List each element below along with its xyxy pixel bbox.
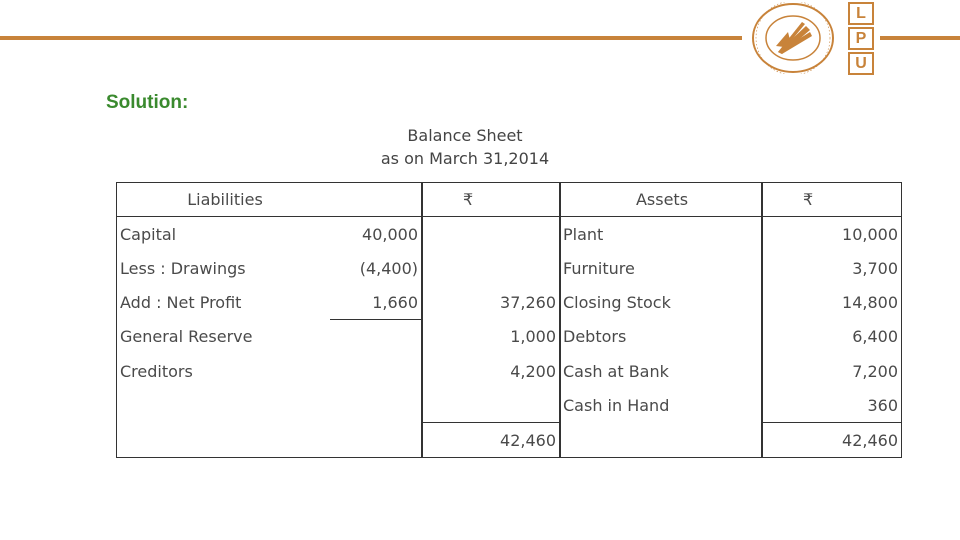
balance-sheet-date: as on March 31,2014 xyxy=(380,149,550,168)
solution-heading: Solution: xyxy=(106,92,189,113)
table-row xyxy=(117,354,902,388)
asset-label: Cash at Bank xyxy=(560,354,762,388)
liability-label: Creditors xyxy=(120,361,193,381)
asset-amount: 360 xyxy=(762,388,902,423)
university-seal-logo xyxy=(748,2,838,74)
table-row xyxy=(117,285,902,320)
total-liabilities: 42,460 xyxy=(422,423,560,458)
liability-label: Add : Net Profit xyxy=(120,292,242,312)
liability-subamount xyxy=(330,354,422,388)
table-header-row xyxy=(117,183,902,217)
liability-subamount xyxy=(330,388,422,423)
asset-amount: 14,800 xyxy=(762,285,902,320)
header-liab-rupee: ₹ xyxy=(422,183,560,217)
liability-amount: 1,000 xyxy=(422,320,560,355)
asset-amount: 10,000 xyxy=(762,217,902,252)
asset-amount: 6,400 xyxy=(762,320,902,355)
table-row xyxy=(117,217,902,252)
logo-letter-l: L xyxy=(848,2,874,25)
liability-label xyxy=(117,388,331,423)
asset-label: Plant xyxy=(560,217,762,252)
liability-subamount: 1,660 xyxy=(330,285,422,320)
balance-sheet-title: Balance Sheet xyxy=(407,126,523,145)
asset-label: Cash in Hand xyxy=(560,388,762,423)
lpu-letters-logo xyxy=(848,2,874,77)
asset-label: Furniture xyxy=(560,251,762,285)
header-rule-left xyxy=(0,36,742,40)
asset-label: Debtors xyxy=(560,320,762,355)
liability-amount: 37,260 xyxy=(422,285,560,320)
total-asset-label-cell xyxy=(560,423,762,458)
header-asset-rupee: ₹ xyxy=(762,183,902,217)
liability-amount xyxy=(422,388,560,423)
asset-amount: 3,700 xyxy=(762,251,902,285)
liability-subamount: 40,000 xyxy=(362,224,418,244)
total-assets: 42,460 xyxy=(762,423,902,458)
asset-label: Closing Stock xyxy=(560,285,762,320)
header-rule-right xyxy=(880,36,960,40)
logo-letter-u: U xyxy=(848,52,874,75)
liability-subamount: (4,400) xyxy=(359,258,418,278)
total-liab-sub-cell xyxy=(330,423,422,458)
header-assets: Assets xyxy=(560,183,762,217)
logo-letter-p: P xyxy=(848,27,874,50)
balance-sheet-table xyxy=(116,182,902,458)
liability-amount xyxy=(422,251,560,285)
totals-row xyxy=(117,423,902,458)
header-liab-subamount xyxy=(330,183,422,217)
liability-label: Less : Drawings xyxy=(120,258,246,278)
liability-label: General Reserve xyxy=(120,327,253,347)
liability-label: Capital xyxy=(120,224,177,244)
liability-subamount xyxy=(330,320,422,355)
table-row xyxy=(117,251,902,285)
table-row xyxy=(117,320,902,355)
liability-amount xyxy=(422,217,560,252)
liability-amount: 4,200 xyxy=(422,354,560,388)
header-liabilities: Liabilities xyxy=(117,183,331,217)
table-row xyxy=(117,388,902,423)
asset-amount: 7,200 xyxy=(762,354,902,388)
total-liab-label-cell xyxy=(117,423,331,458)
